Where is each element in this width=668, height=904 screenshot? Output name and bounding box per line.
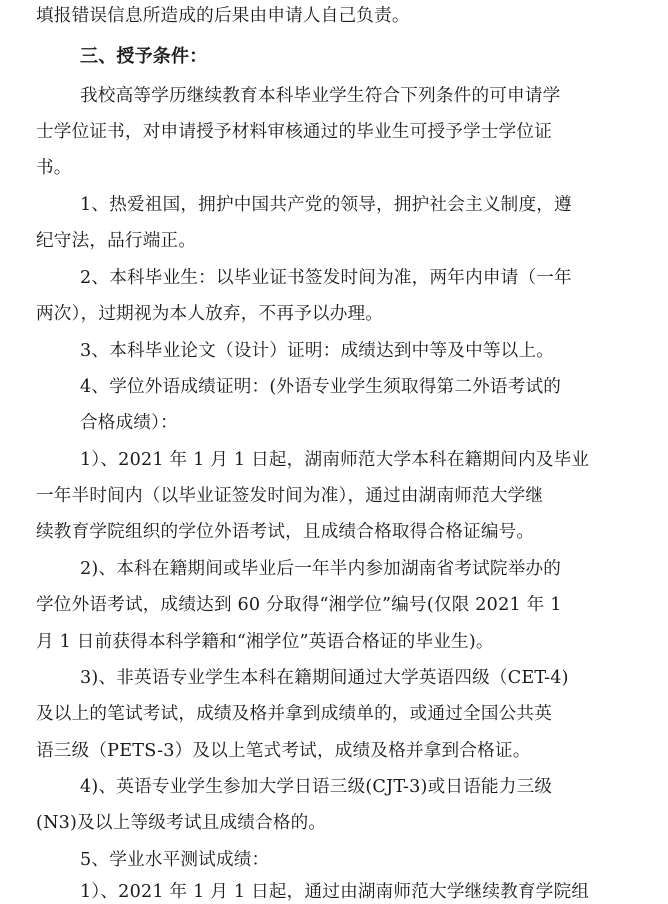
text-line: 士学位证书，对申请授予材料审核通过的毕业生可授予学士学位证 <box>36 122 553 142</box>
text-line: 合格成绩）： <box>80 413 178 433</box>
text-line: 1）、2021 年 1 月 1 日起，湖南师范大学本科在籍期间内及毕业 <box>80 450 590 470</box>
text-line: 我校高等学历继续教育本科毕业学生符合下列条件的可申请学 <box>80 86 561 106</box>
text-line: 一年半时间内（以毕业证签发时间为准），通过由湖南师范大学继 <box>36 486 544 506</box>
text-line: 填报错误信息所造成的后果由申请人自己负责。 <box>36 6 410 26</box>
text-line: 月 1 日前获得本科学籍和“湘学位”英语合格证的毕业生)。 <box>36 632 494 652</box>
text-line: 5、学业水平测试成绩： <box>80 850 270 870</box>
section-heading: 三、授予条件： <box>80 46 208 67</box>
text-line: 续教育学院组织的学位外语考试，且成绩合格取得合格证编号。 <box>36 522 535 542</box>
text-line: 学位外语考试，成绩达到 60 分取得“湘学位”编号(仅限 2021 年 1 <box>36 595 562 615</box>
text-line: 2、本科毕业生：以毕业证书签发时间为准，两年内申请（一年 <box>80 268 572 288</box>
text-line: 3、本科毕业论文（设计）证明：成绩达到中等及中等以上。 <box>80 341 555 361</box>
text-line: 及以上的笔试考试，成绩及格并拿到成绩单的，或通过全国公共英 <box>36 704 553 724</box>
text-line: 两次），过期视为本人放弃，不再予以办理。 <box>36 304 384 324</box>
text-line: 2)、本科在籍期间或毕业后一年半内参加湖南省考试院举办的 <box>80 559 562 579</box>
text-line: (N3)及以上等级考试且成绩合格的。 <box>36 813 327 833</box>
text-line: 1）、2021 年 1 月 1 日起，通过由湖南师范大学继续教育学院组 <box>80 882 590 902</box>
text-line: 4)、英语专业学生参加大学日语三级(CJT-3)或日语能力三级 <box>80 777 553 797</box>
text-line: 书。 <box>36 158 72 178</box>
text-line: 3)、非英语专业学生本科在籍期间通过大学英语四级（CET-4) <box>80 668 569 688</box>
text-line: 纪守法，品行端正。 <box>36 231 197 251</box>
text-line: 语三级（PETS-3）及以上笔式考试，成绩及格并拿到合格证。 <box>36 741 531 761</box>
text-line: 1、热爱祖国，拥护中国共产党的领导，拥护社会主义制度，遵 <box>80 195 572 215</box>
text-line: 4、学位外语成绩证明：(外语专业学生须取得第二外语考试的 <box>80 377 562 397</box>
